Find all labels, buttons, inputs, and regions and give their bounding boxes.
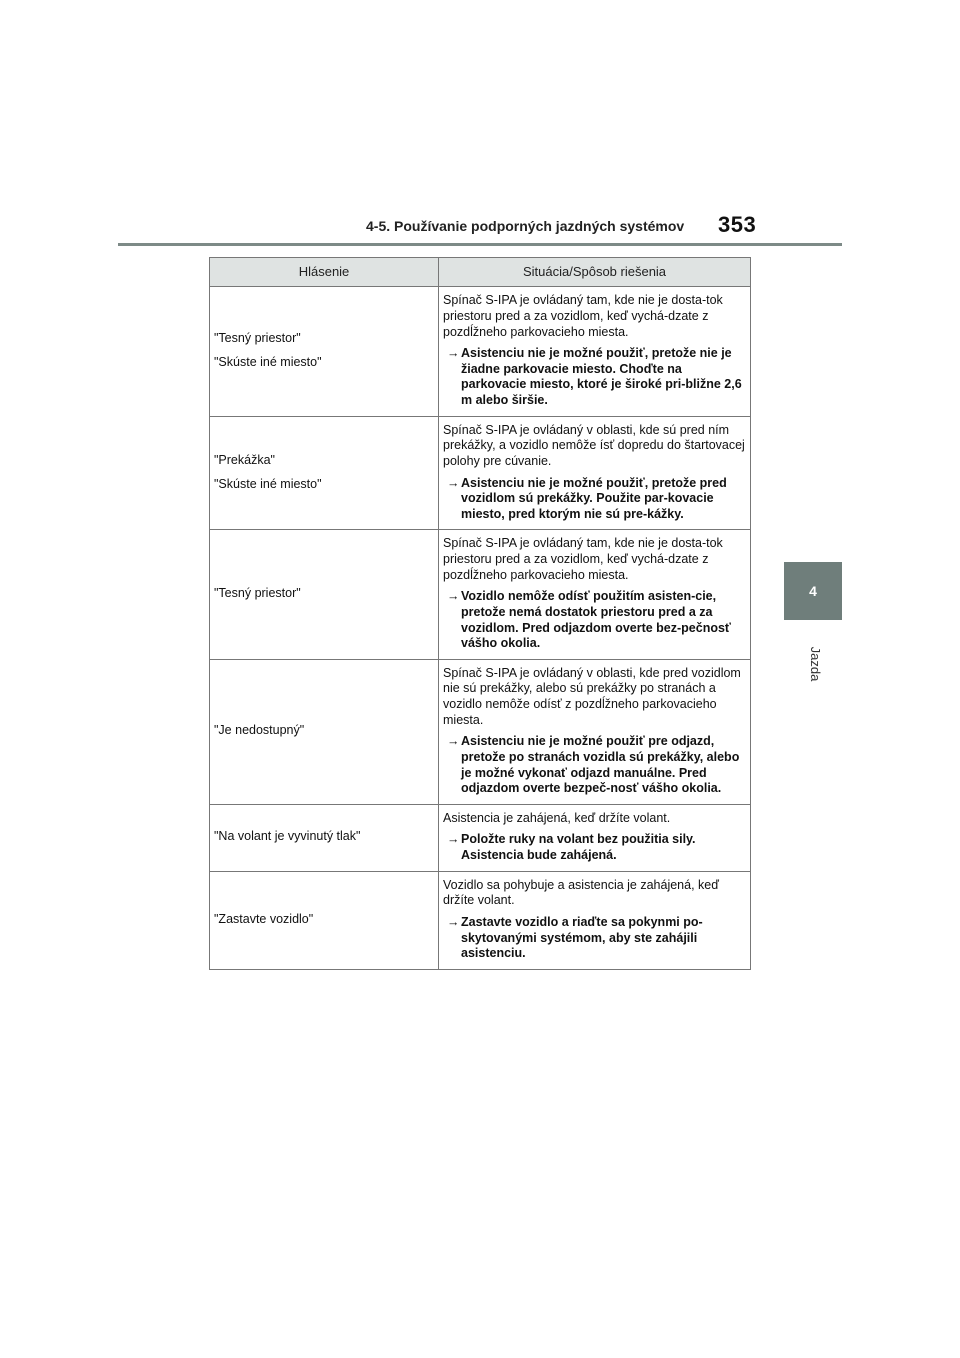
message-text: "Zastavte vozidlo" (214, 911, 314, 926)
table-header-row (210, 258, 751, 287)
table-row (210, 804, 751, 871)
solution-text: Asistenciu nie je možné použiť, pretože pred vozidlom sú prekážky. Použite par-kovacie miesto, pred ktorým nie sú pre-kážky. (461, 475, 727, 521)
solution-block (443, 832, 746, 863)
message-text: "Skúste iné miesto" (214, 476, 322, 491)
table-row (210, 287, 751, 416)
situation-text: Asistencia je zahájená, keď držíte volant. (443, 810, 671, 825)
solution-block (443, 734, 746, 797)
message-text: "Prekážka" (214, 452, 275, 467)
situation-text: Spínač S-IPA je ovládaný tam, kde nie je dosta-tok priestoru pred a za vozidlom, keď vychá-dzate z pozdĺžneho parkovacieho miesta. (443, 536, 723, 582)
message-cell (210, 416, 439, 530)
message-cell (210, 804, 439, 871)
situation-cell (439, 804, 751, 871)
solution-text: Asistenciu nie je možné použiť pre odjazd, pretože po stranách vozidla sú prekážky, alebo je možné vykonať odjazd manuálne. Pred odjazdom overte bezpeč-nosť vášho okolia. (461, 734, 740, 796)
situation-text: Vozidlo sa pohybuje a asistencia je zahájená, keď držíte volant. (443, 877, 719, 908)
situation-text: Spínač S-IPA je ovládaný v oblasti, kde pred vozidlom nie sú prekážky, alebo sú prekážky po stranách a vozidlo nemôže odísť z pozdĺžneho parkovacieho miesta. (443, 665, 741, 727)
chapter-tab[interactable] (784, 562, 842, 620)
table-row (210, 530, 751, 659)
situation-text: Spínač S-IPA je ovládaný tam, kde nie je dosta-tok priestoru pred a za vozidlom, keď vychá-dzate z pozdĺžneho parkovacieho miesta. (443, 293, 723, 339)
situation-text: Spínač S-IPA je ovládaný v oblasti, kde sú pred ním prekážky, a vozidlo nemôže ísť dopredu do štartovacej polohy pre cúvanie. (443, 422, 745, 468)
message-cell (210, 287, 439, 416)
header-divider (118, 243, 842, 246)
solution-text: Zastavte vozidlo a riaďte sa pokynmi po-skytovanými systémom, aby ste zahájili asistenciu. (461, 914, 703, 961)
chapter-tab-label: Jazda (808, 646, 823, 682)
arrow-right-icon: → (447, 832, 460, 847)
table-row (210, 416, 751, 530)
table-row (210, 659, 751, 804)
arrow-right-icon: → (447, 346, 460, 361)
situation-cell (439, 530, 751, 659)
arrow-right-icon: → (447, 475, 460, 490)
arrow-right-icon: → (447, 589, 460, 604)
message-text: "Tesný priestor" (214, 586, 301, 601)
messages-table (209, 257, 751, 970)
message-text: "Na volant je vyvinutý tlak" (214, 829, 361, 844)
arrow-right-icon: → (447, 734, 460, 749)
chapter-tab-number: 4 (809, 583, 817, 599)
message-text: "Tesný priestor" (214, 331, 301, 346)
situation-cell (439, 416, 751, 530)
solution-block (443, 346, 746, 409)
arrow-right-icon: → (447, 914, 460, 929)
solution-text: Asistenciu nie je možné použiť, pretože nie je žiadne parkovacie miesto. Choďte na parkovacie miesto, ktoré je široké pri-bližne 2,6 m alebo širšie. (461, 346, 742, 407)
message-text: "Je nedostupný" (214, 723, 305, 738)
header-message: Hlásenie (210, 258, 439, 287)
solution-block (443, 915, 746, 962)
section-title: 4-5. Používanie podporných jazdných systémov (366, 218, 685, 234)
table-body (210, 287, 751, 970)
table-row (210, 871, 751, 969)
solution-text: Položte ruky na volant bez použitia sily. Asistencia bude zahájená. (461, 832, 696, 862)
solution-block (443, 589, 746, 652)
message-cell (210, 530, 439, 659)
situation-cell (439, 871, 751, 969)
header-situation: Situácia/Spôsob riešenia (439, 258, 751, 287)
solution-text: Vozidlo nemôže odísť použitím asisten-cie, pretože nemá dostatok priestoru pred a za vozidlom. Pred odjazdom overte bez-pečnosť vášho okolia. (461, 589, 731, 651)
situation-cell (439, 287, 751, 416)
page-number: 353 (718, 212, 757, 237)
message-text: "Skúste iné miesto" (214, 354, 322, 369)
message-cell (210, 871, 439, 969)
message-cell (210, 659, 439, 804)
solution-block (443, 476, 746, 523)
situation-cell (439, 659, 751, 804)
